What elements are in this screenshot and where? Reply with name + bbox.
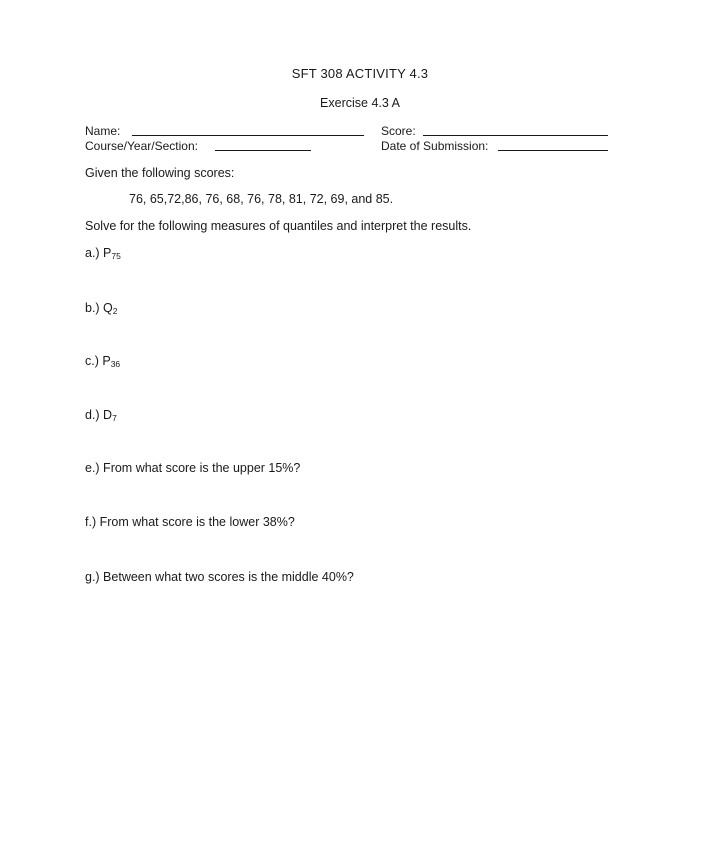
course-blank-line xyxy=(215,150,311,151)
course-year-section-label: Course/Year/Section: xyxy=(85,139,198,153)
item-f: f.) From what score is the lower 38%? xyxy=(85,515,295,529)
name-label: Name: xyxy=(85,124,121,138)
date-of-submission-label: Date of Submission: xyxy=(381,139,489,153)
item-e: e.) From what score is the upper 15%? xyxy=(85,461,301,475)
score-label: Score: xyxy=(381,124,416,138)
date-blank-line xyxy=(498,150,608,151)
item-d-prefix: d.) D xyxy=(85,408,113,422)
item-d-subscript: 7 xyxy=(112,413,117,423)
name-blank-line xyxy=(132,135,364,136)
page-title: SFT 308 ACTIVITY 4.3 xyxy=(291,66,429,81)
instruction-text: Solve for the following measures of quantiles and interpret the results. xyxy=(85,219,472,233)
item-c-subscript: 36 xyxy=(110,359,121,369)
item-d xyxy=(85,408,117,423)
scores-list: 76, 65,72,86, 76, 68, 76, 78, 81, 72, 69, and 85. xyxy=(129,192,394,206)
given-intro: Given the following scores: xyxy=(85,166,235,180)
item-b-prefix: b.) Q xyxy=(85,301,113,315)
item-a xyxy=(85,246,121,261)
item-a-prefix: a.) P xyxy=(85,246,112,260)
exercise-subtitle: Exercise 4.3 A xyxy=(320,96,400,110)
item-g: g.) Between what two scores is the middle 40%? xyxy=(85,570,354,584)
item-b-subscript: 2 xyxy=(112,306,118,316)
item-c-prefix: c.) P xyxy=(85,354,111,368)
item-a-subscript: 75 xyxy=(111,251,121,261)
score-blank-line xyxy=(423,135,608,136)
item-c xyxy=(85,354,120,369)
item-b xyxy=(85,301,118,316)
